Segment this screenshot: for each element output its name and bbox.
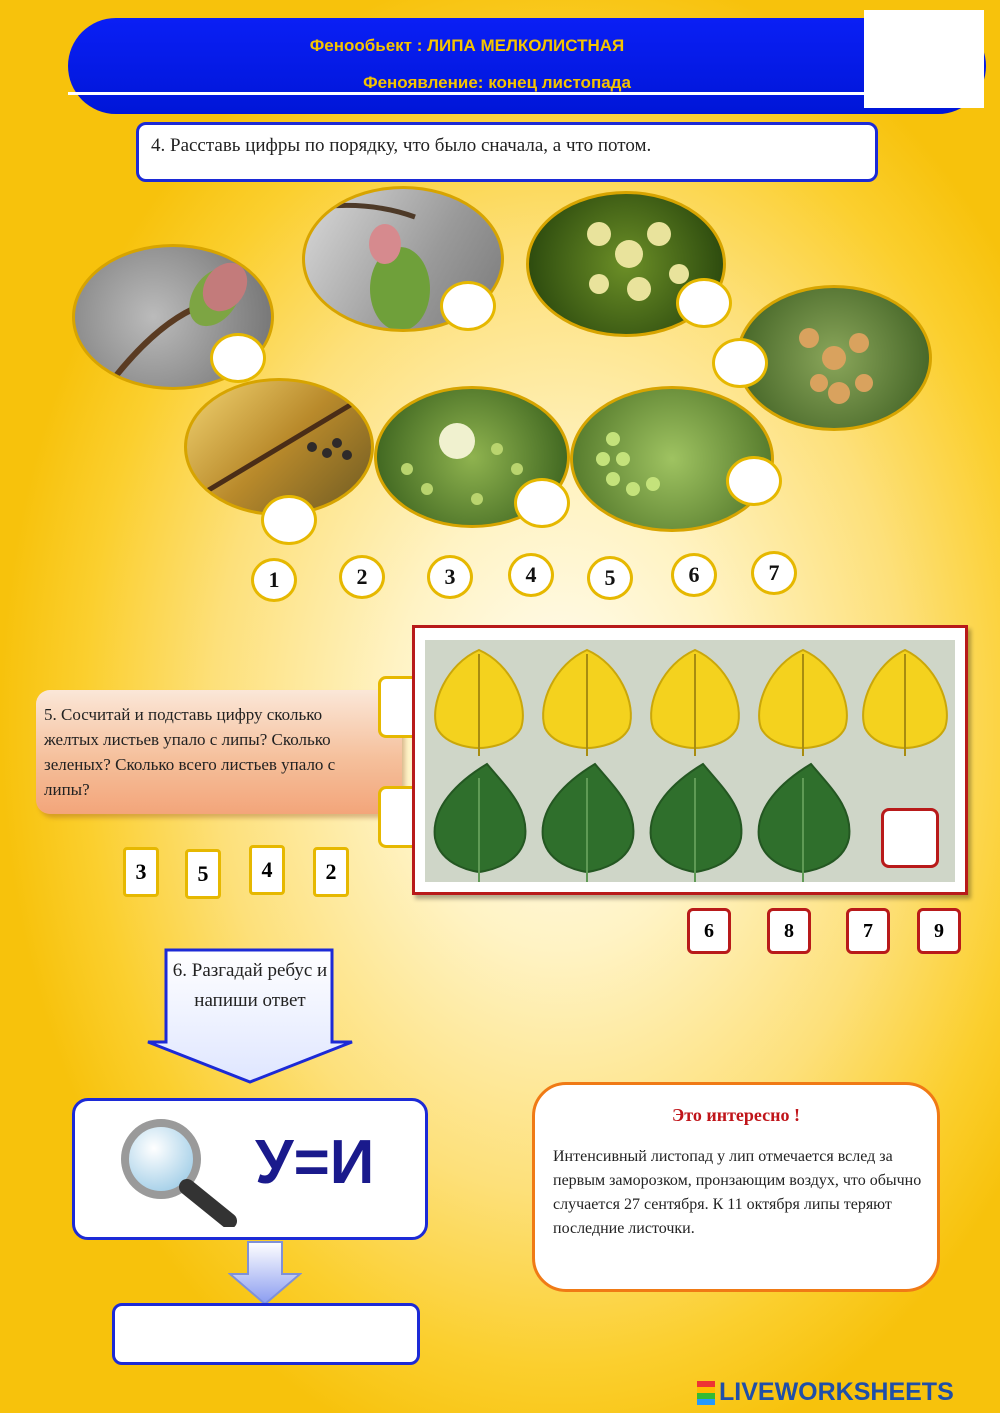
interesting-fact-box bbox=[532, 1082, 940, 1292]
leaves-grid bbox=[425, 640, 955, 882]
number-chip-7[interactable]: 7 bbox=[751, 551, 797, 595]
green-leaf bbox=[427, 758, 531, 882]
header-banner bbox=[68, 18, 986, 114]
header-phenobject: Фенообьект : ЛИПА МЕЛКОЛИСТНАЯ bbox=[309, 36, 625, 55]
answer-circle-photo-5[interactable] bbox=[261, 495, 317, 545]
magnifying-glass-icon bbox=[111, 1115, 241, 1227]
answer-circle-photo-2[interactable] bbox=[440, 281, 496, 331]
interesting-body: Интенсивный листопад у лип отмечается вслед за первым заморозком, пронзающим воздух, что обычно случается 27 сентября. К 11 октября липы теряют последние листочки. bbox=[553, 1148, 922, 1237]
down-arrow-icon bbox=[228, 1240, 302, 1306]
answer-input[interactable] bbox=[112, 1303, 420, 1365]
interesting-title: Это интересно ! bbox=[672, 1105, 800, 1125]
big-number-chip-8[interactable]: 8 bbox=[767, 908, 811, 954]
yellow-leaf bbox=[751, 644, 855, 756]
small-number-chip-5[interactable]: 5 bbox=[185, 849, 221, 899]
number-chip-1[interactable]: 1 bbox=[251, 558, 297, 602]
number-chip-5[interactable]: 5 bbox=[587, 556, 633, 600]
answer-circle-photo-4[interactable] bbox=[712, 338, 768, 388]
task5-instruction bbox=[36, 690, 402, 814]
task4-instruction bbox=[136, 122, 878, 182]
answer-circle-photo-1[interactable] bbox=[210, 333, 266, 383]
yellow-leaf bbox=[427, 644, 531, 756]
logo-icon bbox=[697, 1381, 715, 1405]
yellow-leaf bbox=[535, 644, 639, 756]
autumn-leaves-image bbox=[187, 381, 371, 513]
small-number-chip-2[interactable]: 2 bbox=[313, 847, 349, 897]
big-number-chip-9[interactable]: 9 bbox=[917, 908, 961, 954]
big-number-chip-6[interactable]: 6 bbox=[687, 908, 731, 954]
green-leaf bbox=[643, 758, 747, 882]
answer-circle-photo-3[interactable] bbox=[676, 278, 732, 328]
answer-circle-photo-7[interactable] bbox=[726, 456, 782, 506]
small-number-chip-4[interactable]: 4 bbox=[249, 845, 285, 895]
rebus-box bbox=[72, 1098, 428, 1240]
rebus-text: У=И bbox=[255, 1128, 375, 1197]
green-leaf bbox=[535, 758, 639, 882]
number-chip-3[interactable]: 3 bbox=[427, 555, 473, 599]
answer-circle-photo-6[interactable] bbox=[514, 478, 570, 528]
number-chip-6[interactable]: 6 bbox=[671, 553, 717, 597]
header-phenomenon: Феноявление: конец листопада bbox=[363, 73, 631, 92]
logo-text: LIVEWORKSHEETS bbox=[719, 1378, 954, 1406]
score-box bbox=[864, 10, 984, 108]
yellow-leaf bbox=[643, 644, 747, 756]
number-chip-2[interactable]: 2 bbox=[339, 555, 385, 599]
big-number-chip-7[interactable]: 7 bbox=[846, 908, 890, 954]
yellow-leaf bbox=[855, 644, 955, 756]
green-leaf bbox=[751, 758, 855, 882]
photo-autumn-leaves bbox=[184, 378, 374, 516]
number-chip-4[interactable]: 4 bbox=[508, 553, 554, 597]
small-number-chip-3[interactable]: 3 bbox=[123, 847, 159, 897]
task5-text: 5. Сосчитай и подставь цифру сколько желтых листьев упало с липы? Сколько зеленых? Сколько всего листьев упало с липы? bbox=[44, 705, 336, 799]
task6-text: 6. Разгадай ребус и напиши ответ bbox=[172, 960, 328, 1011]
total-count-box[interactable] bbox=[881, 808, 939, 868]
leaves-panel bbox=[412, 625, 968, 895]
liveworksheets-logo bbox=[697, 1378, 997, 1408]
task4-text: 4. Расставь цифры по порядку, что было сначала, а что потом. bbox=[151, 135, 652, 156]
